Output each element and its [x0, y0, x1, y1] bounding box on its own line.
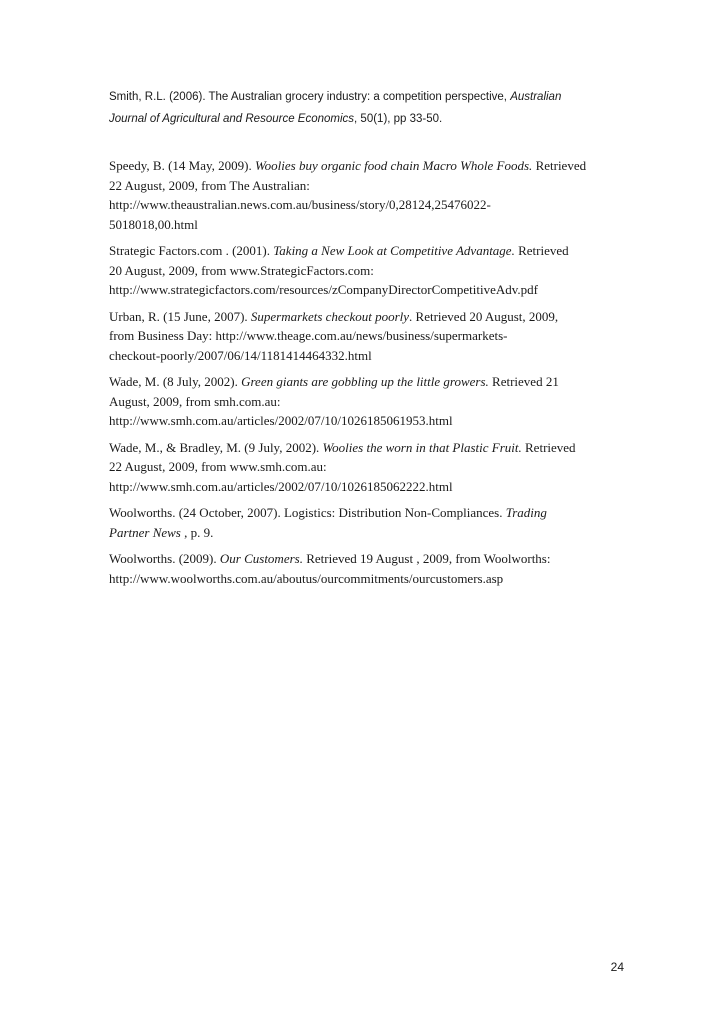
reference-text: Retrieved: [521, 439, 576, 455]
reference-line: [109, 503, 629, 523]
reference-text: http://www.smh.com.au/articles/2002/07/10/1026185062222.html: [109, 478, 453, 494]
reference-text: Smith, R.L. (2006). The Australian grocery industry: a competition perspective,: [109, 91, 511, 103]
reference-entry: [109, 156, 629, 234]
reference-text: , 50(1), pp 33-50.: [354, 113, 443, 125]
reference-title-text: Woolies buy organic food chain Macro Whole Foods.: [255, 158, 533, 173]
reference-line: [109, 108, 629, 130]
reference-text: Woolworths. (24 October, 2007). Logistics: Distribution Non-Compliances.: [109, 505, 506, 520]
reference-entry: [109, 86, 629, 130]
page-number: 24: [610, 960, 624, 974]
reference-line: [109, 156, 629, 176]
reference-title-text: Supermarkets checkout poorly: [250, 308, 410, 324]
reference-text: Strategic Factors.com . (2001).: [109, 243, 274, 258]
reference-text: 22 August, 2009, from The Australian:: [109, 177, 310, 193]
reference-line: [109, 280, 629, 300]
reference-title-text: Taking a New Look at Competitive Advantage.: [273, 243, 515, 258]
reference-title-text: Trading: [505, 505, 547, 520]
reference-text: Woolworths. (2009).: [109, 551, 220, 566]
reference-entry: [109, 241, 629, 300]
reference-line: [109, 326, 629, 346]
reference-entry: [109, 438, 629, 497]
reference-text: 5018018,00.html: [109, 216, 198, 232]
reference-line: [109, 86, 629, 108]
reference-text: Retrieved 19 August , 2009, from Woolworths:: [302, 551, 551, 566]
reference-text: 22 August, 2009, from www.smh.com.au:: [109, 459, 327, 474]
reference-text: Wade, M. (8 July, 2002).: [109, 374, 242, 389]
reference-line: [109, 261, 629, 281]
reference-text: http://www.smh.com.au/articles/2002/07/10/1026185061953.html: [109, 413, 453, 428]
reference-line: [109, 477, 629, 497]
reference-line: [109, 569, 629, 589]
reference-text: checkout-poorly/2007/06/14/1181414464332.html: [109, 347, 372, 363]
reference-text: http://www.woolworths.com.au/aboutus/ourcommitments/ourcustomers.asp: [109, 570, 504, 586]
reference-line: [109, 307, 629, 327]
reference-title-text: Woolies the worn in that Plastic Fruit.: [322, 439, 522, 455]
reference-text: Retrieved 21: [488, 374, 559, 389]
reference-line: [109, 241, 629, 261]
reference-title-text: Partner News: [109, 524, 181, 540]
reference-line: [109, 438, 629, 458]
reference-line: [109, 457, 629, 477]
reference-line: [109, 215, 629, 235]
reference-line: [109, 411, 629, 431]
reference-text: Retrieved: [532, 158, 587, 173]
reference-line: [109, 549, 629, 569]
reference-line: [109, 372, 629, 392]
reference-text: http://www.strategicfactors.com/resources/zCompanyDirectorCompetitiveAdv.pdf: [109, 282, 538, 297]
reference-text: Urban, R. (15 June, 2007).: [109, 308, 251, 324]
reference-text: Wade, M., & Bradley, M. (9 July, 2002).: [109, 439, 323, 455]
reference-title-text: Green giants are gobbling up the little growers.: [241, 374, 489, 389]
reference-text: http://www.theaustralian.news.com.au/business/story/0,28124,25476022-: [109, 197, 491, 212]
reference-text: from Business Day: http://www.theage.com.au/news/business/supermarkets-: [109, 328, 508, 343]
reference-text: , p. 9.: [180, 524, 214, 540]
reference-entry: [109, 503, 629, 542]
reference-entry: [109, 372, 629, 431]
reference-line: [109, 346, 629, 366]
reference-text: 20 August, 2009, from www.StrategicFactors.com:: [109, 262, 374, 278]
reference-line: [109, 195, 629, 215]
reference-list: [109, 86, 629, 588]
reference-text: Speedy, B. (14 May, 2009).: [109, 158, 255, 173]
reference-title-text: Journal of Agricultural and Resource Economics: [109, 113, 355, 125]
reference-line: [109, 523, 629, 543]
reference-title-text: Australian: [510, 91, 562, 103]
reference-line: [109, 392, 629, 412]
reference-text: Retrieved: [514, 243, 569, 258]
reference-entry: [109, 549, 629, 588]
reference-text: . Retrieved 20 August, 2009,: [409, 308, 559, 324]
reference-title-text: Our Customers.: [219, 551, 303, 566]
reference-line: [109, 176, 629, 196]
reference-entry: [109, 307, 629, 366]
reference-text: August, 2009, from smh.com.au:: [109, 393, 281, 409]
